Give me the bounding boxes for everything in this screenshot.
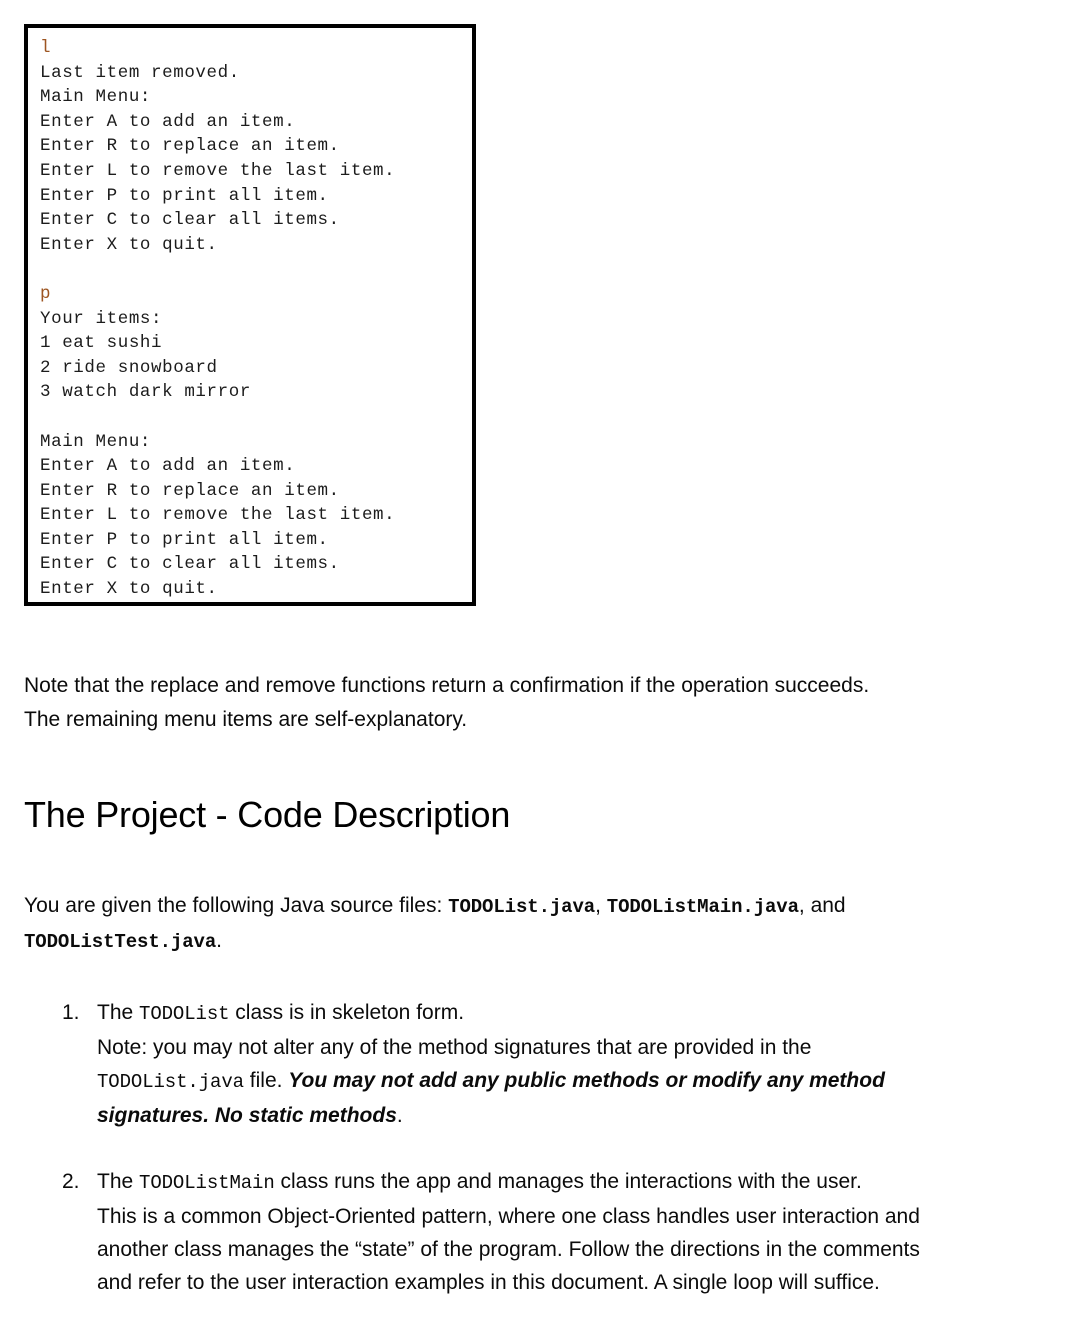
console-output-line: Enter A to add an item. — [40, 456, 296, 477]
text-fragment: The — [97, 1170, 140, 1193]
console-output-line: Enter L to remove the last item. — [40, 160, 396, 181]
list-marker: 2. — [62, 1170, 80, 1193]
console-output-line: Enter P to print all item. — [40, 529, 329, 550]
list-item-2-line-2: This is a common Object-Oriented pattern, where one class handles user interaction and — [97, 1205, 920, 1228]
console-output-line: Your items: — [40, 308, 163, 329]
emphasis-text: signatures. No static methods — [97, 1104, 397, 1127]
console-output-line: Enter C to clear all items. — [40, 210, 340, 231]
page-title: The Project - Code Description — [24, 794, 511, 835]
console-blank-line — [40, 405, 472, 430]
code-todolist: TODOList — [139, 1003, 230, 1025]
code-todolist-java-inline: TODOList.java — [97, 1071, 244, 1093]
list-item-1-line-2: Note: you may not alter any of the method signatures that are provided in the — [97, 1036, 812, 1059]
console-input-line: l — [40, 38, 52, 58]
console-output-line: 2 ride snowboard — [40, 357, 218, 378]
list-item-1-line-3 — [97, 1064, 1054, 1099]
console-output-line: Main Menu: — [40, 87, 152, 108]
console-output-line: 3 watch dark mirror — [40, 382, 251, 403]
note-line-1: Note that the replace and remove functions return a confirmation if the operation succeeds. — [24, 674, 870, 697]
files-trailing-period: . — [216, 929, 222, 952]
console-input-line: p — [40, 283, 52, 304]
list-item-2-line-1 — [97, 1165, 1054, 1200]
console-output-line: Enter R to replace an item. — [40, 136, 340, 157]
emphasis-text: You may not add any public methods or modify any method — [288, 1069, 885, 1092]
code-todolistmain: TODOListMain — [139, 1172, 275, 1194]
list-item — [24, 1165, 1054, 1299]
text-fragment: class runs the app and manages the interactions with the user. — [274, 1170, 862, 1193]
list-item-1-line-1 — [97, 996, 1054, 1031]
text-fragment: class is in skeleton form. — [229, 1001, 465, 1024]
console-output-box — [24, 24, 476, 606]
source-files-paragraph — [24, 889, 1044, 959]
text-fragment: file. — [243, 1069, 289, 1092]
console-output-line: Enter X to quit. — [40, 234, 218, 255]
list-marker: 1. — [62, 1001, 80, 1024]
console-output-line: Enter A to add an item. — [40, 111, 296, 132]
requirements-list — [24, 996, 1054, 1299]
list-item-2-line-3: another class manages the “state” of the program. Follow the directions in the comments — [97, 1238, 920, 1261]
text-fragment: . — [396, 1104, 403, 1127]
note-line-2: The remaining menu items are self-explanatory. — [24, 708, 468, 731]
console-output-line: Enter L to remove the last item. — [40, 505, 396, 526]
code-todolisttest-java: TODOListTest.java — [24, 931, 217, 953]
console-output-line: Enter P to print all item. — [40, 185, 329, 206]
console-output-line: Enter R to replace an item. — [40, 480, 340, 501]
console-output-line: Last item removed. — [40, 62, 240, 83]
text-fragment: The — [97, 1001, 140, 1024]
console-output-line: Enter X to quit. — [40, 579, 218, 600]
separator-1: , — [595, 894, 607, 917]
note-paragraph — [24, 669, 1044, 737]
separator-2: , and — [798, 894, 846, 917]
code-todolist-java: TODOList.java — [448, 896, 596, 918]
console-output-line: Main Menu: — [40, 431, 152, 452]
console-text-area — [28, 28, 472, 602]
list-item — [24, 996, 1054, 1132]
console-blank-line — [40, 257, 472, 282]
code-todolistmain-java: TODOListMain.java — [606, 896, 799, 918]
list-item-1-line-4 — [97, 1099, 1054, 1132]
source-files-lead: You are given the following Java source files: — [24, 894, 449, 917]
list-item-2-line-4: and refer to the user interaction examples in this document. A single loop will suffice. — [97, 1271, 880, 1294]
console-output-line: Enter C to clear all items. — [40, 554, 340, 575]
console-output-line: 1 eat sushi — [40, 333, 163, 354]
